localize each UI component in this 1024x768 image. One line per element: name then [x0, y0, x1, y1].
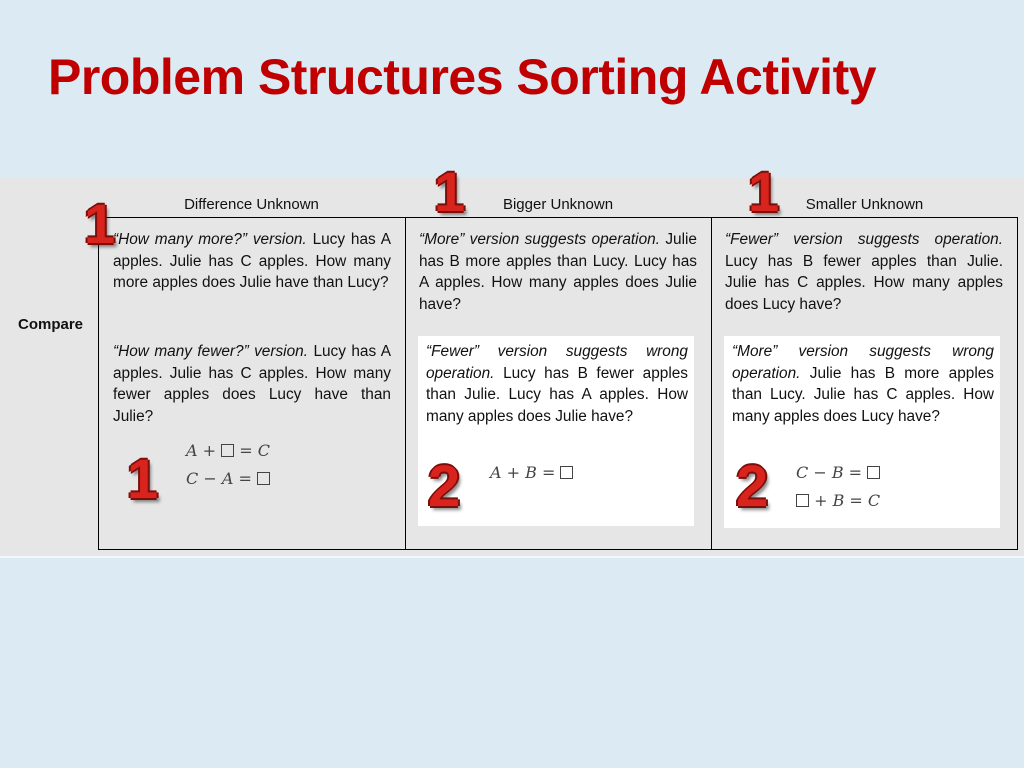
problem-text: Lucy has B fewer apples than Julie. Lucy has A apples. How many apples does Julie have?	[426, 364, 688, 425]
equation: C − A =	[186, 469, 270, 488]
column-header-smaller-unknown: Smaller Unknown	[805, 196, 924, 213]
problem-text: Lucy has A apples. Julie has C apples. How many more apples does Julie have than Lucy?	[113, 231, 391, 291]
sort-number-badge: 2	[736, 454, 769, 519]
problem-version-label: “Fewer” version suggests wrong operation.	[426, 343, 688, 382]
sort-number-badge: 1	[748, 160, 780, 223]
problem-version-label: “How many more?” version.	[113, 231, 307, 248]
difference-unknown-more-problem	[113, 229, 391, 294]
sort-number-badge: 1	[434, 160, 466, 223]
problem-text: Julie has B more apples than Lucy. Julie has C apples. How many apples does Lucy have?	[732, 364, 994, 425]
smaller-unknown-more-problem	[732, 341, 994, 427]
bigger-unknown-more-problem	[419, 229, 697, 315]
column-header-bigger-unknown: Bigger Unknown	[502, 196, 614, 213]
equation: A + = C	[186, 441, 270, 460]
problem-version-label: “More” version suggests operation.	[419, 231, 660, 248]
column-divider	[711, 217, 712, 550]
problem-text: Lucy has B fewer apples than Julie. Julie has C apples. How many apples does Lucy have?	[725, 252, 1003, 313]
sort-number-badge: 2	[428, 454, 461, 519]
column-divider	[405, 217, 406, 550]
sort-number-badge: 1	[127, 447, 159, 510]
difference-unknown-fewer-problem	[113, 341, 391, 427]
problem-text: Lucy has A apples. Julie has C apples. How many fewer apples does Lucy have than Julie?	[113, 343, 392, 425]
equation: A + B =	[490, 463, 573, 482]
column-header-difference-unknown: Difference Unknown	[184, 196, 319, 213]
slide-title: Problem Structures Sorting Activity	[48, 49, 877, 105]
sort-number-badge: 1	[84, 192, 116, 255]
equation: + B = C	[796, 491, 880, 510]
problem-version-label: “More” version suggests wrong operation.	[732, 343, 994, 382]
problem-text: Julie has B more apples than Lucy. Lucy has A apples. How many apples does Julie have?	[419, 231, 697, 313]
row-label-compare: Compare	[18, 316, 84, 333]
problem-version-label: “Fewer” version suggests operation.	[725, 231, 1003, 248]
problem-version-label: “How many fewer?” version.	[113, 343, 309, 360]
band-bottom-rule	[0, 556, 1024, 558]
bigger-unknown-fewer-problem	[426, 341, 688, 427]
equation: C − B =	[796, 463, 880, 482]
smaller-unknown-fewer-problem	[725, 229, 1003, 315]
